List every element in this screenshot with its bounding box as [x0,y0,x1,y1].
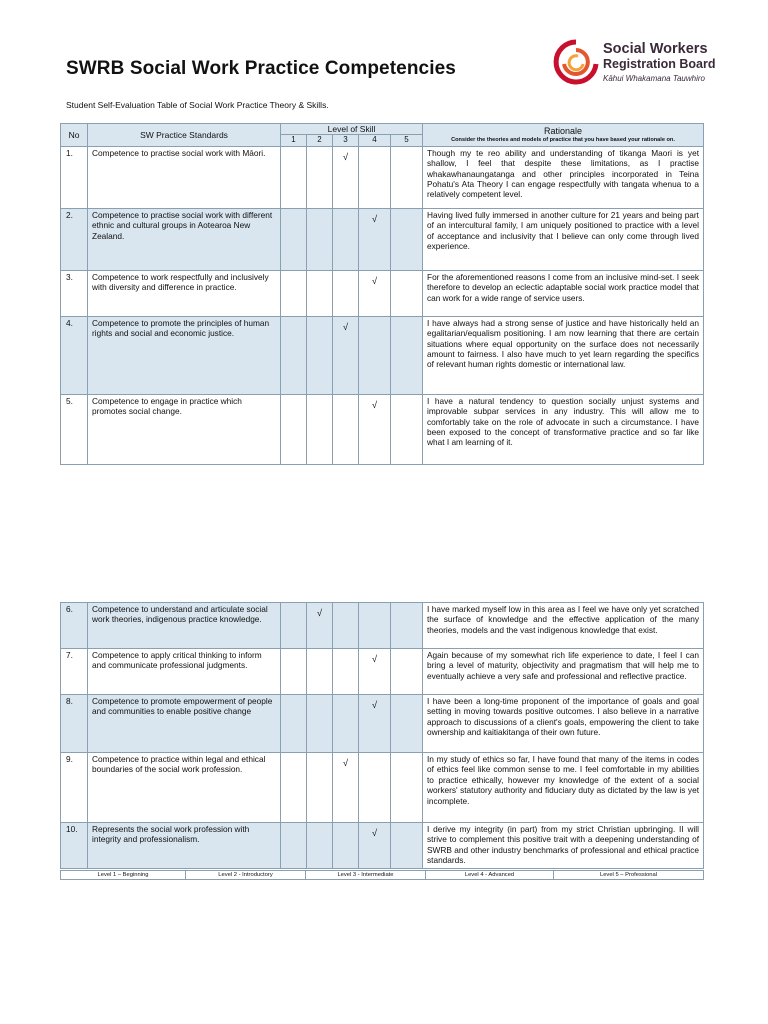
rationale-title: Rationale [543,126,583,137]
checkmark-icon: √ [316,608,323,619]
level-5-cell [391,316,423,394]
table-row [61,603,704,649]
level-2-cell [307,649,333,695]
level-4-cell [359,753,391,823]
header-standards: SW Practice Standards [88,124,281,147]
checkmark-icon: √ [371,700,378,711]
table-row [61,394,704,464]
level-3-cell [333,695,359,753]
practice-standard: Competence to understand and articulate social work theories, indigenous practice knowledge. [88,603,281,649]
table-row [61,146,704,208]
row-number: 8. [61,695,88,753]
level-2-cell [307,146,333,208]
table-row [61,270,704,316]
level-3-cell [333,316,359,394]
level-4-cell [359,146,391,208]
level-4-cell [359,823,391,869]
level-3-cell [333,270,359,316]
level-5-cell [391,753,423,823]
checkmark-icon: √ [371,275,378,287]
level-3-cell [333,823,359,869]
checkmark-icon: √ [342,321,349,333]
practice-standard: Competence to apply critical thinking to inform and communicate professional judgments. [88,649,281,695]
row-number: 3. [61,270,88,316]
rationale-text: Having lived fully immersed in another culture for 21 years and being part of an intercultural family, I am uniquely positioned to practice with a level of acceptance and inclusivity that I believe can only come through lived experience. [423,208,704,270]
level-1-cell [281,146,307,208]
checkmark-icon: √ [371,828,378,839]
rationale-text: Though my te reo ability and understanding of tikanga Maori is yet shallow, I feel that despite these limitations, as I practise whakawhanaungatanga and other principles incorporated in Teina Pohatu's Ata Theory I can engage respectfully with tangata whenua to a relatively competent level. [423,146,704,208]
rationale-text: I have a natural tendency to question socially unjust systems and improvable subpar services in any industry. This will allow me to comfortably take on the role of advocate in such a circumstance. I have been exposed to the concept of transformative practice and so far like what I am learning of it. [423,394,704,464]
row-number: 10. [61,823,88,869]
header-no: No [61,124,88,147]
practice-standard: Competence to promote empowerment of people and communities to enable positive change [88,695,281,753]
level-3-cell [333,753,359,823]
header-level: Level of Skill [281,124,423,135]
level-5-cell [391,603,423,649]
rationale-text: I derive my integrity (in part) from my strict Christian upbringing. II will strive to complement this positive trait with a deepening understanding of SWRB and other industry benchmarks of professional and ethical practice standards. [423,823,704,869]
level-5-cell [391,146,423,208]
level-4-cell [359,208,391,270]
level-3-cell [333,146,359,208]
checkmark-icon: √ [342,151,349,163]
level-2-cell [307,823,333,869]
legend-level-3: Level 3 - Intermediate [306,871,426,880]
row-number: 5. [61,394,88,464]
swirl-logo-icon [552,36,600,90]
level-4-cell [359,316,391,394]
swrb-logo [552,36,716,90]
checkmark-icon: √ [371,654,378,665]
competency-table-1 [60,123,704,465]
legend-level-2: Level 2 - Introductory [186,871,306,880]
level-5-cell [391,270,423,316]
legend-level-5: Level 5 – Professional [554,871,704,880]
level-1-cell [281,695,307,753]
row-number: 4. [61,316,88,394]
page-title: SWRB Social Work Practice Competencies [66,58,456,79]
level-1-cell [281,753,307,823]
level-2-header: 2 [307,135,333,146]
logo-line2: Registration Board [603,57,716,71]
table-row [61,695,704,753]
level-3-cell [333,208,359,270]
level-3-cell [333,394,359,464]
row-number: 1. [61,146,88,208]
checkmark-icon: √ [371,213,378,225]
table-row [61,649,704,695]
practice-standard: Competence to engage in practice which promotes social change. [88,394,281,464]
level-1-cell [281,649,307,695]
level-2-cell [307,270,333,316]
rationale-text: I have marked myself low in this area as I feel we have only yet scratched the surface of knowledge and the effective application of the many theories, models and the vast indigenous knowledge that exist. [423,603,704,649]
level-2-cell [307,394,333,464]
row-number: 6. [61,603,88,649]
rationale-text: In my study of ethics so far, I have found that many of the items in codes of ethics feel like common sense to me. I feel comfortable in my abilities to practice ethically, however my knowledge of the extent of a social workers' statutory authority and fiduciary duty as dictated by the law is yet incomplete. [423,753,704,823]
legend-level-1: Level 1 – Beginning [61,871,186,880]
rationale-text: For the aforementioned reasons I come from an inclusive mind-set. I seek therefore to develop an eclectic adaptable social work practice model that can work for a wide range of service users. [423,270,704,316]
checkmark-icon: √ [371,399,378,411]
logo-line1: Social Workers [603,41,708,57]
level-3-cell [333,649,359,695]
level-2-cell [307,208,333,270]
level-1-cell [281,823,307,869]
level-1-cell [281,394,307,464]
table-row [61,316,704,394]
level-2-cell [307,753,333,823]
level-4-cell [359,603,391,649]
level-4-header: 4 [359,135,391,146]
rationale-subtitle: Consider the theories and models of practice that you have based your rationale on. [451,136,675,143]
logo-line3: Kāhui Whakamana Tauwhiro [603,74,705,83]
level-5-cell [391,823,423,869]
level-4-cell [359,649,391,695]
practice-standard: Competence to practise social work with Māori. [88,146,281,208]
checkmark-icon: √ [342,758,349,769]
level-1-cell [281,270,307,316]
practice-standard: Competence to promote the principles of human rights and social and economic justice. [88,316,281,394]
level-1-cell [281,316,307,394]
level-2-cell [307,603,333,649]
row-number: 2. [61,208,88,270]
level-1-cell [281,208,307,270]
level-4-cell [359,270,391,316]
practice-standard: Competence to work respectfully and inclusively with diversity and difference in practice. [88,270,281,316]
row-number: 7. [61,649,88,695]
level-3-cell [333,603,359,649]
level-1-cell [281,603,307,649]
level-5-cell [391,394,423,464]
rationale-text: I have been a long-time proponent of the importance of goals and goal setting in moving towards positive outcomes. I also believe in a narrative approach to discussions of a client's goals, empowering the client to take ownership and kaitiakitanga of their own future. [423,695,704,753]
level-4-cell [359,695,391,753]
rationale-text: I have always had a strong sense of justice and have historically held an egalitarian/equalism positioning. I am now learning that there are certain situations where equal opportunity on the surface does not necessarily amount to fairness. I also have much to yet learn regarding the specifics of relevant human rights domestic or international law. [423,316,704,394]
table-row [61,753,704,823]
level-2-cell [307,695,333,753]
header-rationale [423,124,704,147]
practice-standard: Competence to practice within legal and ethical boundaries of the social work profession. [88,753,281,823]
level-5-cell [391,649,423,695]
rationale-text: Again because of my somewhat rich life experience to date, I feel I can bring a level of maturity, objectivity and pragmatism that will help me to eventually achieve a very safe and professional and reflective practice. [423,649,704,695]
table-row [61,208,704,270]
level-5-header: 5 [391,135,423,146]
table-row [61,823,704,869]
level-5-cell [391,208,423,270]
level-4-cell [359,394,391,464]
competency-table-2 [60,602,704,869]
level-2-cell [307,316,333,394]
row-number: 9. [61,753,88,823]
legend-level-4: Level 4 - Advanced [426,871,554,880]
level-3-header: 3 [333,135,359,146]
level-legend [60,870,704,880]
subtitle: Student Self-Evaluation Table of Social Work Practice Theory & Skills. [66,100,329,110]
practice-standard: Competence to practise social work with different ethnic and cultural groups in Aotearoa New Zealand. [88,208,281,270]
level-5-cell [391,695,423,753]
level-1-header: 1 [281,135,307,146]
practice-standard: Represents the social work profession with integrity and professionalism. [88,823,281,869]
